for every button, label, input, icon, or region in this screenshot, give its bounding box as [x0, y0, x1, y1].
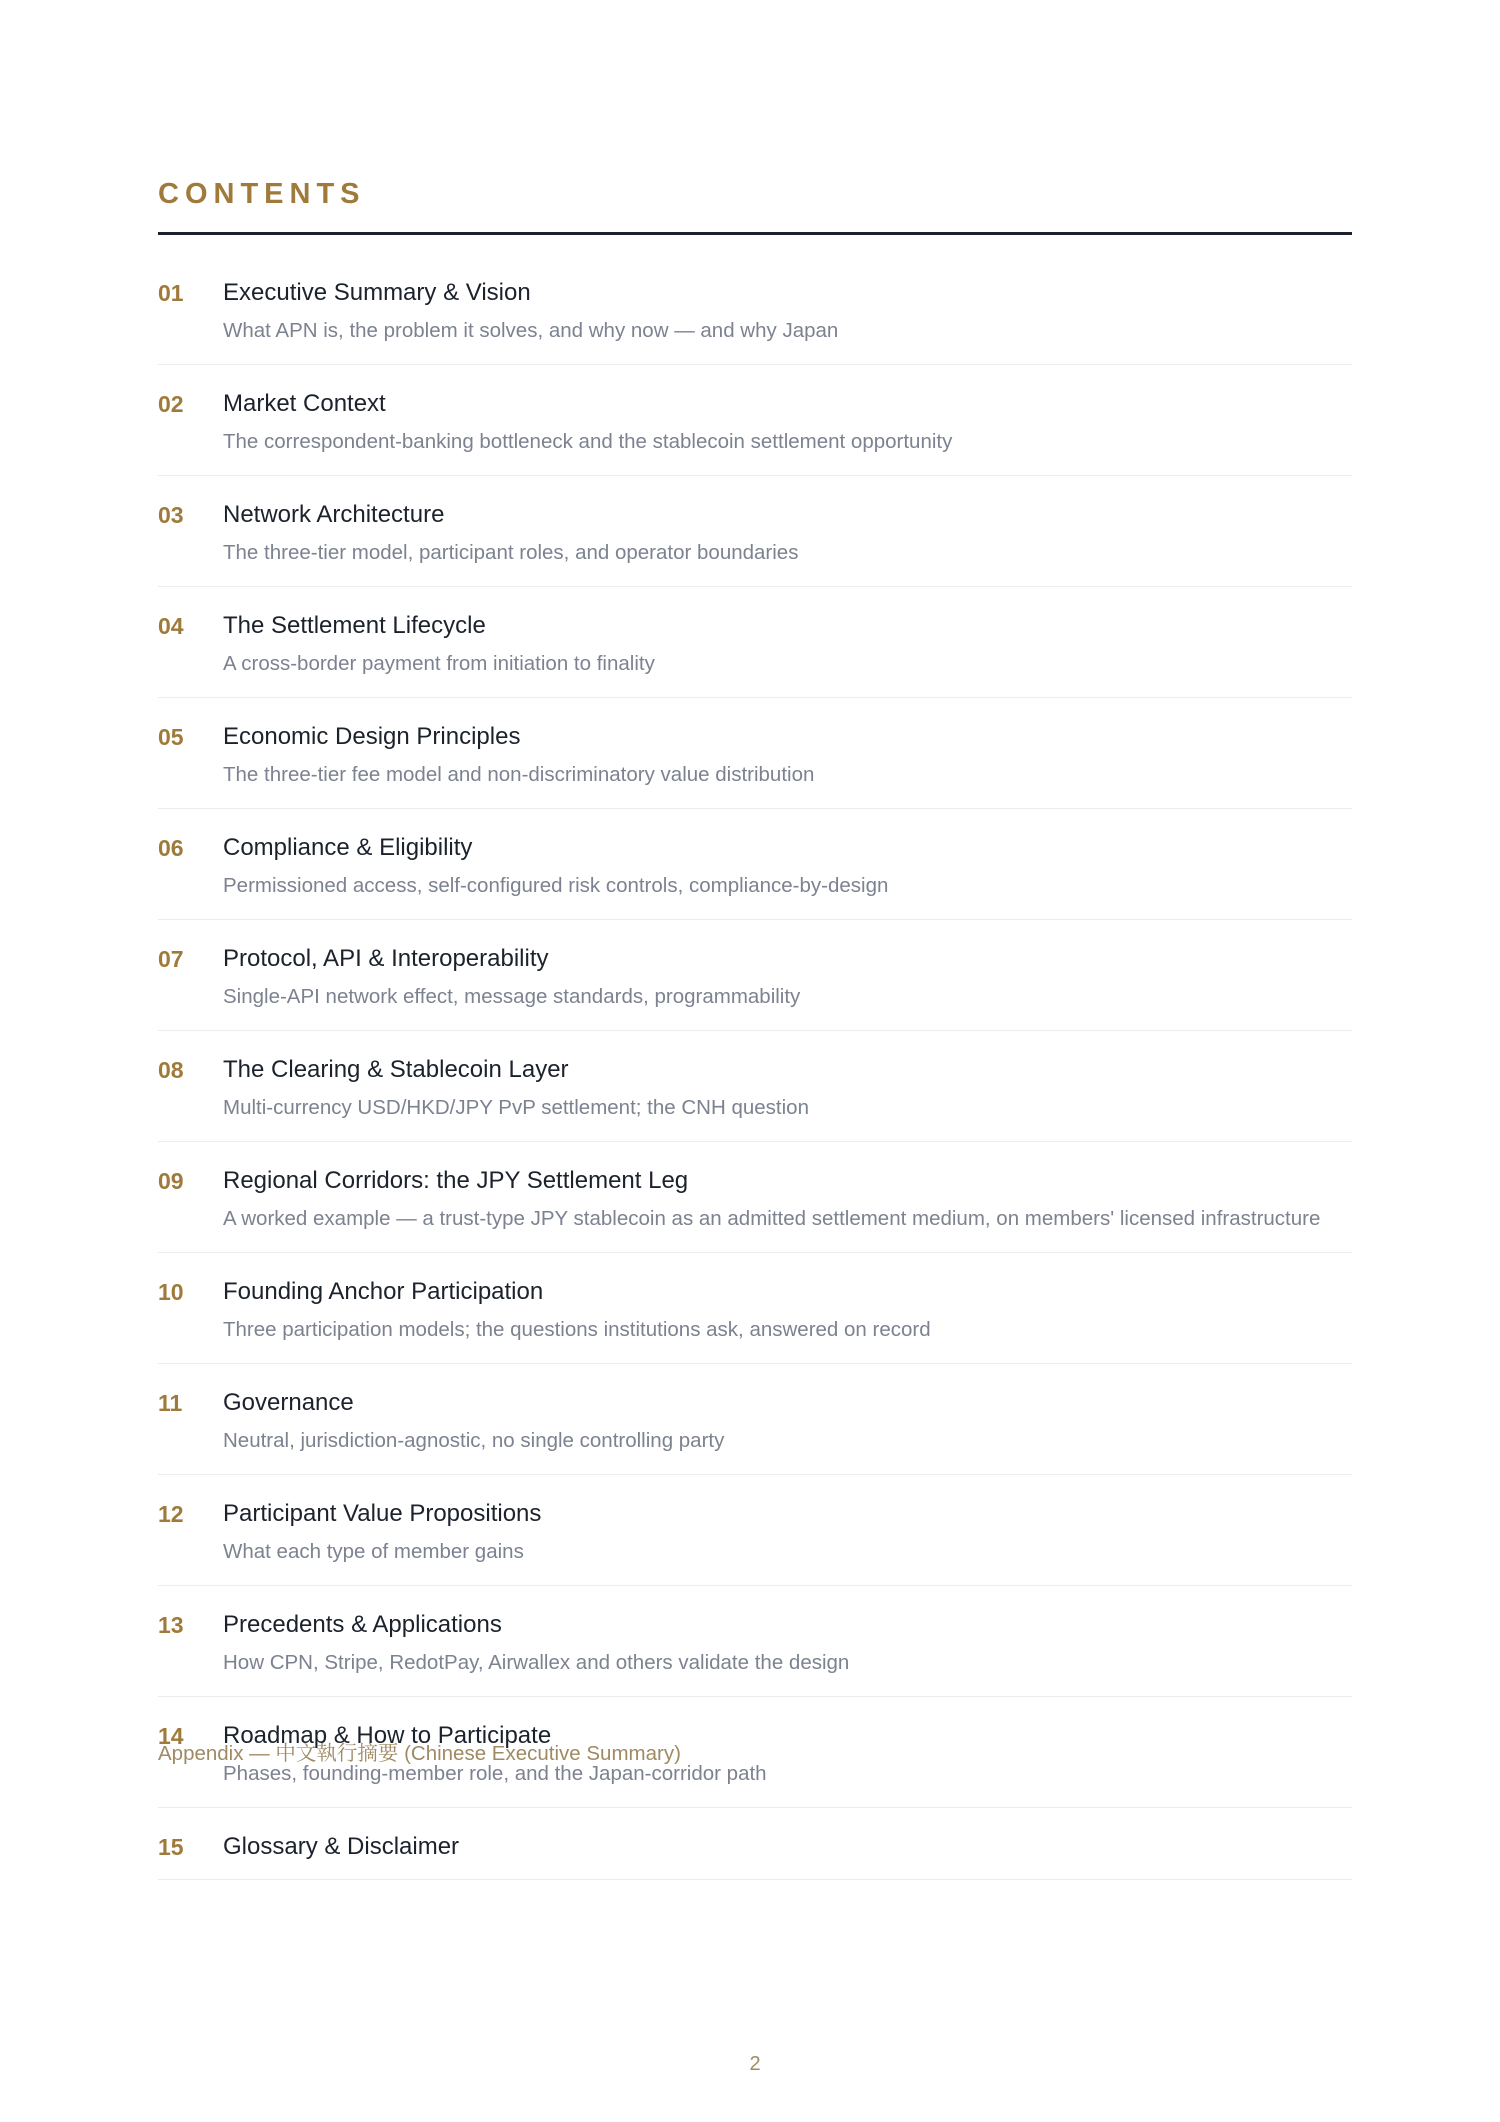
entry-number: 07: [158, 946, 184, 972]
entry-number: 14: [158, 1723, 184, 1749]
entry-number: 02: [158, 391, 184, 417]
entry-description: A cross-border payment from initiation to finality: [223, 652, 655, 675]
toc-entry[interactable]: [158, 254, 1352, 365]
entry-title: Governance: [223, 1389, 354, 1416]
entry-description: The three-tier fee model and non-discriminatory value distribution: [223, 763, 815, 786]
document-page: [158, 0, 1352, 2122]
entry-number: 08: [158, 1057, 184, 1083]
entry-number: 01: [158, 280, 184, 306]
entry-title: Participant Value Propositions: [223, 1500, 542, 1527]
toc-entry[interactable]: [158, 365, 1352, 476]
entry-number: 09: [158, 1168, 184, 1194]
page-number: 2: [749, 2053, 761, 2075]
entry-number: 05: [158, 724, 184, 750]
contents-heading: CONTENTS: [158, 178, 366, 210]
entry-title: Precedents & Applications: [223, 1611, 502, 1638]
entry-number: 15: [158, 1834, 184, 1860]
entry-description: What APN is, the problem it solves, and why now — and why Japan: [223, 319, 839, 342]
entry-title: Glossary & Disclaimer: [223, 1833, 460, 1860]
entry-title: The Settlement Lifecycle: [223, 612, 486, 639]
toc-entry[interactable]: [158, 1031, 1352, 1142]
entry-description: Phases, founding-member role, and the Japan-corridor path: [223, 1762, 767, 1785]
entry-title: Market Context: [223, 390, 386, 417]
entry-number: 11: [158, 1390, 183, 1416]
toc-entry[interactable]: [158, 809, 1352, 920]
toc-entry[interactable]: [158, 1253, 1352, 1364]
entry-description: Neutral, jurisdiction-agnostic, no single controlling party: [223, 1429, 725, 1452]
entry-number: 12: [158, 1501, 184, 1527]
entry-title: Network Architecture: [223, 501, 445, 528]
entry-description: Single-API network effect, message standards, programmability: [223, 985, 801, 1008]
toc-entry[interactable]: [158, 1586, 1352, 1697]
entry-number: 13: [158, 1612, 184, 1638]
toc-entry[interactable]: [158, 1142, 1352, 1253]
entry-description: The correspondent-banking bottleneck and the stablecoin settlement opportunity: [223, 430, 953, 453]
toc-entry[interactable]: [158, 1808, 1352, 1880]
entry-description: Three participation models; the questions institutions ask, answered on record: [223, 1318, 931, 1341]
entry-number: 03: [158, 502, 184, 528]
entry-title: Economic Design Principles: [223, 723, 521, 750]
entry-description: How CPN, Stripe, RedotPay, Airwallex and others validate the design: [223, 1651, 850, 1674]
toc-entry[interactable]: [158, 698, 1352, 809]
entry-number: 10: [158, 1279, 184, 1305]
entry-title: The Clearing & Stablecoin Layer: [223, 1056, 569, 1083]
toc-entry[interactable]: [158, 1475, 1352, 1586]
toc-entry[interactable]: [158, 476, 1352, 587]
toc-entry[interactable]: [158, 1364, 1352, 1475]
entry-title: Protocol, API & Interoperability: [223, 945, 549, 972]
entry-title: Roadmap & How to Participate: [223, 1722, 552, 1749]
entry-number: 04: [158, 613, 184, 639]
entry-description: Multi-currency USD/HKD/JPY PvP settlement; the CNH question: [223, 1096, 809, 1119]
toc-entry[interactable]: [158, 920, 1352, 1031]
entry-title: Compliance & Eligibility: [223, 834, 473, 861]
entry-description: A worked example — a trust-type JPY stablecoin as an admitted settlement medium, on members' licensed infrastructure: [223, 1207, 1321, 1230]
entry-title: Executive Summary & Vision: [223, 279, 531, 306]
entry-title: Regional Corridors: the JPY Settlement Leg: [223, 1167, 689, 1194]
entry-description: Permissioned access, self-configured risk controls, compliance-by-design: [223, 874, 889, 897]
appendix-link[interactable]: Appendix — 中文執行摘要 (Chinese Executive Summary): [158, 1742, 681, 1765]
toc-entry[interactable]: [158, 587, 1352, 698]
entry-title: Founding Anchor Participation: [223, 1278, 544, 1305]
heading-rule: [158, 232, 1352, 235]
entry-description: The three-tier model, participant roles, and operator boundaries: [223, 541, 799, 564]
table-of-contents: [158, 254, 1352, 1880]
entry-description: What each type of member gains: [223, 1540, 524, 1563]
entry-number: 06: [158, 835, 184, 861]
